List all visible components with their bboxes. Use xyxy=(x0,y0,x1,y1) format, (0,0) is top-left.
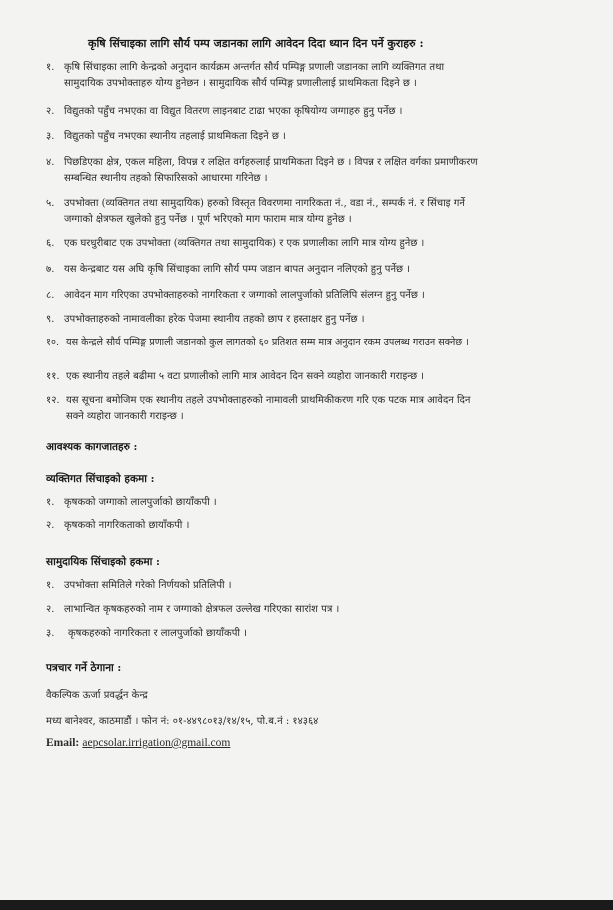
item-text: यस केन्द्रले सौर्य पम्पिङ्ग प्रणाली जडानको कुल लागतको ६० प्रतिशत सम्म मात्र अनुदान रकम उपलब्ध गराउन सक्नेछ । xyxy=(66,337,469,348)
item-text: कृषकको नागरिकताको छायाँकपी । xyxy=(64,520,190,531)
list-item xyxy=(46,155,593,187)
item-number: २. xyxy=(46,106,55,117)
individual-heading: व्यक्तिगत सिंचाइको हकमा : xyxy=(46,473,155,485)
item-text: आवेदन माग गरिएका उपभोक्ताहरुको नागरिकता र जग्गाको लालपुर्जाको प्रतिलिपि संलग्न हुनु पर्नेछ । xyxy=(64,290,425,301)
item-number: १०. xyxy=(46,337,60,348)
item-number: १२. xyxy=(46,395,60,406)
docs-heading: आवश्यक कागजातहरु : xyxy=(46,441,138,453)
item-number: ८. xyxy=(46,290,55,301)
list-item xyxy=(46,335,593,351)
item-text: कृषकको जग्गाको लालपुर्जाको छायाँकपी । xyxy=(64,497,217,508)
list-item xyxy=(46,104,593,120)
list-item xyxy=(46,262,593,278)
item-text: उपभोक्ता समितिले गरेको निर्णयको प्रतिलिपी । xyxy=(64,580,232,591)
bottom-edge-bar xyxy=(0,900,613,910)
item-text: विद्युतको पहुँच नभएका स्थानीय तहलाई प्राथमिकता दिइने छ । xyxy=(64,131,286,142)
list-item xyxy=(46,288,593,304)
item-number: १. xyxy=(46,580,55,591)
item-text: यस सूचना बमोजिम एक स्थानीय तहले उपभोक्ताहरुको नामावली प्राथमिकीकरण गरि एक पटक मात्र आवेदन दिन xyxy=(66,395,471,406)
item-number: २. xyxy=(46,520,55,531)
list-item xyxy=(46,196,593,228)
email-line xyxy=(46,737,230,749)
item-text: उपभोक्ता (व्यक्तिगत तथा सामुदायिक) हरुको विस्तृत विवरणमा नागरिकता नं., वडा नं., सम्पर्क नं. र सिंचाइ गर्ने xyxy=(64,198,465,209)
page-title: कृषि सिंचाइका लागि सौर्य पम्प जडानका लागि आवेदन दिदा ध्यान दिन पर्ने कुराहरु : xyxy=(88,37,424,50)
item-number: ७. xyxy=(46,264,55,275)
list-item xyxy=(46,601,339,615)
list-item xyxy=(46,236,593,252)
item-number: ३. xyxy=(46,628,55,639)
list-item xyxy=(46,369,593,385)
item-number: १. xyxy=(46,62,55,73)
item-number: ६. xyxy=(46,238,55,249)
item-number: २. xyxy=(46,604,55,615)
item-continuation: सम्बन्धित स्थानीय तहको सिफारिसको आधारमा गरिनेछ । xyxy=(64,173,268,184)
list-item xyxy=(46,129,593,145)
email-link[interactable]: aepcsolar.irrigation@gmail.com xyxy=(82,737,231,749)
email-label: Email: xyxy=(46,737,80,749)
item-continuation: सक्ने व्यहोरा जानकारी गराइन्छ । xyxy=(66,411,184,422)
item-text: एक घरधुरीबाट एक उपभोक्ता (व्यक्तिगत तथा सामुदायिक) र एक प्रणालीका लागि मात्र योग्य हुनेछ । xyxy=(64,238,425,249)
organization-name: वैकल्पिक ऊर्जा प्रवर्द्धन केन्द्र xyxy=(46,690,148,701)
item-continuation: जग्गाको क्षेत्रफल खुलेको हुनु पर्नेछ । पूर्ण भरिएको माग फाराम मात्र योग्य हुनेछ । xyxy=(64,214,352,225)
item-text: लाभान्वित कृषकहरुको नाम र जग्गाको क्षेत्रफल उल्लेख गरिएका सारांश पत्र । xyxy=(64,604,340,615)
address-line: मध्य बानेश्वर, काठमाडौं । फोन नं: ०१-४४९८०१३/१४/१५, पो.ब.नं : १४३६४ xyxy=(46,716,319,727)
item-number: ४. xyxy=(46,157,55,168)
contact-heading: पत्रचार गर्ने ठेगाना : xyxy=(46,662,122,674)
item-text: उपभोक्ताहरुको नामावलीका हरेक पेजमा स्थानीय तहको छाप र हस्ताक्षर हुनु पर्नेछ । xyxy=(64,314,365,325)
item-text: पिछडिएका क्षेत्र, एकल महिला, विपन्न र लक्षित वर्गहरुलाई प्राथमिकता दिइने छ । विपन्न र लक्षित वर्गका प्रमाणीकरण xyxy=(64,157,478,168)
item-text: यस केन्द्रबाट यस अघि कृषि सिंचाइका लागि सौर्य पम्प जडान बापत अनुदान नलिएको हुनु पर्नेछ । xyxy=(64,264,411,275)
list-item xyxy=(46,312,593,328)
item-continuation: सामुदायिक उपभोक्ताहरु योग्य हुनेछन । सामुदायिक सौर्य पम्पिङ्ग प्रणालीलाई प्राथमिकता दिइने छ । xyxy=(64,78,417,89)
item-number: ९. xyxy=(46,314,55,325)
item-text: कृषि सिंचाइका लागि केन्द्रको अनुदान कार्यक्रम अन्तर्गत सौर्य पम्पिङ्ग प्रणाली जडानका लागि व्यक्तिगत तथा xyxy=(64,62,445,73)
item-text: एक स्थानीय तहले बढीमा ५ वटा प्रणालीको लागि मात्र आवेदन दिन सक्ने व्यहोरा जानकारी गराइन्छ । xyxy=(66,371,425,382)
list-item xyxy=(46,494,217,508)
item-number: ११. xyxy=(46,371,60,382)
list-item xyxy=(46,625,247,639)
item-number: ५. xyxy=(46,198,55,209)
item-number: ३. xyxy=(46,131,55,142)
list-item xyxy=(46,577,232,591)
list-item xyxy=(46,60,593,92)
list-item xyxy=(46,517,189,531)
community-heading: सामुदायिक सिंचाइको हकमा : xyxy=(46,556,160,568)
item-number: १. xyxy=(46,497,55,508)
list-item xyxy=(46,393,593,425)
item-text: कृषकहरुको नागरिकता र लालपुर्जाको छायाँकपी । xyxy=(68,628,247,639)
item-text: विद्युतको पहुँच नभएका वा विद्युत वितरण लाइनबाट टाढा भएका कृषियोग्य जग्गाहरु हुनु पर्नेछ । xyxy=(64,106,403,117)
